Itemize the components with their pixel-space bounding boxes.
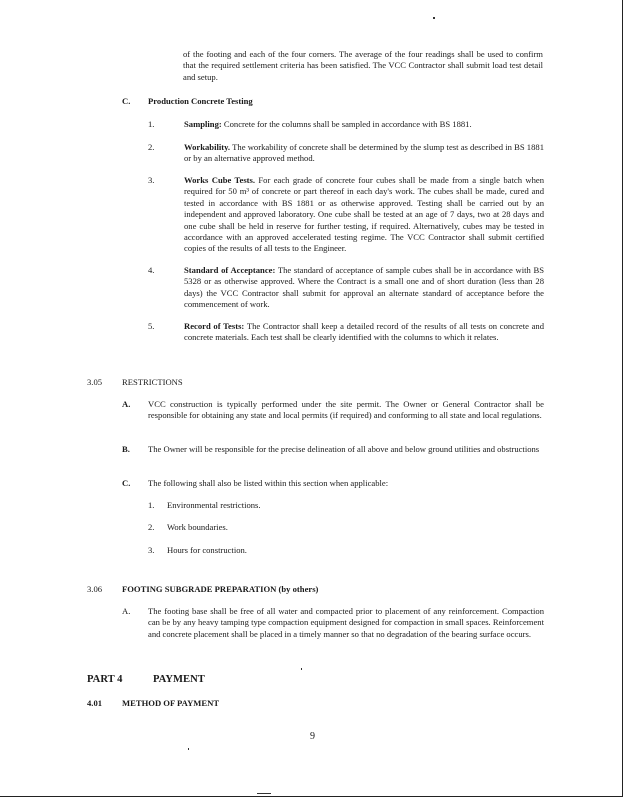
section-306-title: FOOTING SUBGRADE PREPARATION: [122, 584, 277, 594]
restriction-c-text: The following shall also be listed within this section when applicable:: [148, 478, 389, 488]
item-c5-number: 5.: [148, 321, 155, 331]
item-c5-label: Record of Tests:: [184, 321, 245, 331]
page-number: 9: [310, 731, 315, 742]
item-c4-text: [184, 265, 544, 311]
part-4-title: PAYMENT: [153, 674, 205, 685]
restriction-a-text: VCC construction is typically performed under the site permit. The Owner or General Contractor shall be responsible for obtaining any state and local permits (if required) and conforming to all state and local regulations.: [148, 399, 544, 421]
restriction-b-letter: B.: [122, 444, 130, 454]
restriction-a-letter: A.: [122, 399, 131, 409]
item-c1-body: Concrete for the columns shall be sampled in accordance with BS 1881.: [221, 119, 472, 129]
scan-speck: [257, 793, 271, 794]
item-c4-body: The standard of acceptance of sample cubes shall be in accordance with BS 5328 or as otherwise approved. Where the Contract is a small one and of short duration (less than 28 days) the VCC Contractor shall submit for approval an alternate standard of acceptance before the commencement of work.: [184, 265, 544, 310]
item-c1-number: 1.: [148, 119, 155, 129]
restriction-sub1-number: 1.: [148, 500, 155, 510]
footing-a-text: The footing base shall be free of all water and compacted prior to placement of any reinforcement. Compaction can be by any heavy tamping type compaction equipment designed for compaction in small spaces. Reinforcement and concrete placement shall be placed in a timely manner so that no degradation of the bearing surface occurs.: [148, 606, 544, 639]
item-c3-number: 3.: [148, 175, 155, 185]
item-c1-text: [184, 119, 544, 130]
restriction-b-text: The Owner will be responsible for the precise delineation of all above and below ground utilities and obstructions: [148, 444, 540, 454]
item-c2-label: Workability.: [184, 142, 231, 152]
item-c5-text: [184, 321, 544, 344]
item-c4-number: 4.: [148, 265, 155, 275]
scan-speck: [433, 17, 435, 19]
item-c3-body: For each grade of concrete four cubes shall be made from a single batch when required for 50 m³ of concrete or part thereof in each day's work. The cubes shall be made, cured and tested in accordance with BS 1881 or as otherwise approved. Testing shall be carried out by an independent and approved laboratory. One cube shall be tested at an age of 7 days, two at 28 days and one cube shall be held in reserve for further testing, if required. Alternatively, cubes may be tested in accordance with an approved accelerated testing regime. The VCC Contractor shall submit certified copies of the results of all tests to the Engineer.: [184, 175, 544, 254]
restriction-sub2-text: Work boundaries.: [167, 522, 228, 532]
restriction-sub3-text: Hours for construction.: [167, 545, 247, 555]
scan-speck: [301, 668, 302, 670]
section-401-number: 4.01: [87, 698, 103, 708]
item-c2-number: 2.: [148, 142, 155, 152]
footing-a-letter: A.: [122, 606, 131, 616]
section-c-letter: C.: [122, 96, 131, 106]
restriction-sub2-number: 2.: [148, 522, 155, 532]
section-305-number: 3.05: [87, 377, 103, 387]
item-c3-text: [184, 175, 544, 255]
restriction-sub3-number: 3.: [148, 545, 155, 555]
item-c3-label: Works Cube Tests.: [184, 175, 256, 185]
restriction-sub1-text: Environmental restrictions.: [167, 500, 261, 510]
part-4-label: PART 4: [87, 674, 123, 685]
item-c5-body: The Contractor shall keep a detailed record of the results of all tests on concrete and concrete materials. Each test shall be clearly identified with the columns to which it relates.: [184, 321, 544, 343]
section-c-title: Production Concrete Testing: [148, 96, 253, 106]
section-306-heading: [122, 584, 318, 595]
section-306-title-suffix: (by others): [276, 584, 319, 594]
scan-speck: [188, 748, 189, 750]
item-c4-label: Standard of Acceptance:: [184, 265, 276, 275]
item-c1-label: Sampling:: [184, 119, 222, 129]
section-306-number: 3.06: [87, 584, 103, 594]
section-401-title: METHOD OF PAYMENT: [122, 698, 220, 708]
section-305-title: RESTRICTIONS: [122, 377, 183, 387]
restriction-c-letter: C.: [122, 478, 131, 488]
item-c2-text: [184, 142, 544, 165]
item-c2-body: The workability of concrete shall be determined by the slump test as described in BS 1881 or by an alternative approved method.: [184, 142, 544, 164]
intro-paragraph: of the footing and each of the four corners. The average of the four readings shall be used to confirm that the required settlement criteria has been satisfied. The VCC Contractor shall submit load test detail and setup.: [183, 49, 543, 82]
